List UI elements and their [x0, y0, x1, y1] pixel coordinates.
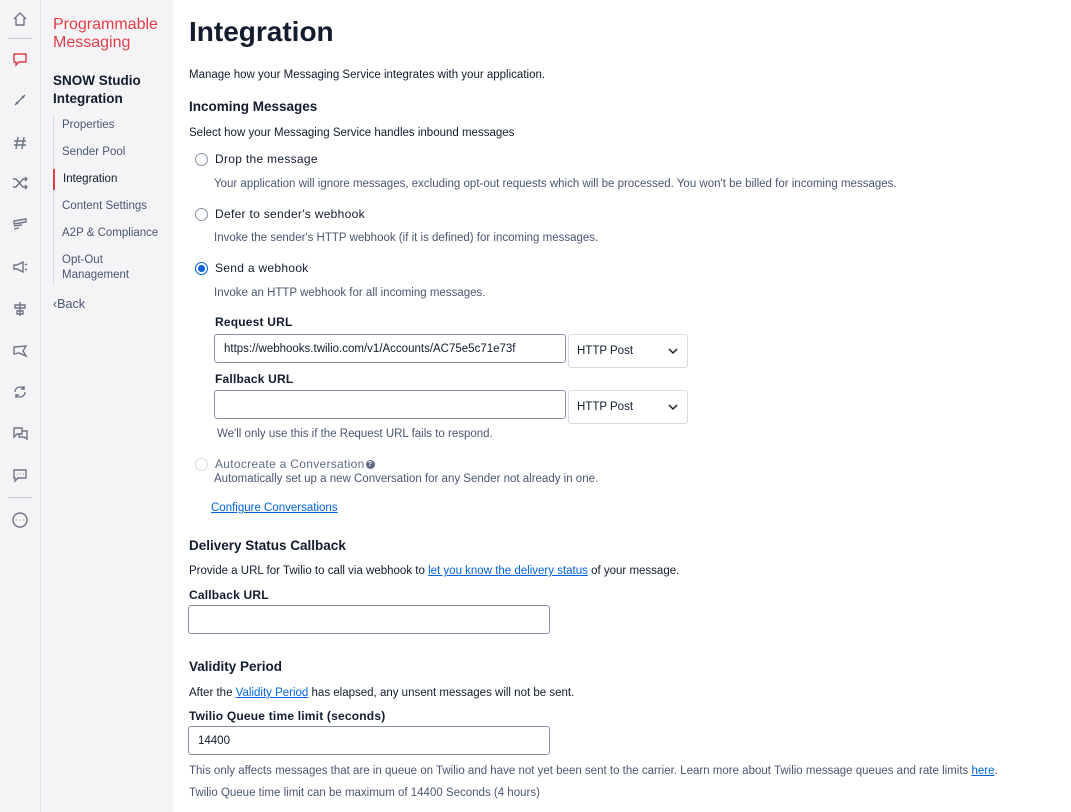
radio-button[interactable] — [195, 153, 208, 166]
nav-item-integration[interactable]: Integration — [53, 169, 171, 190]
queue-max-help: Twilio Queue time limit can be maximum of 14400 Seconds (4 hours) — [189, 787, 540, 799]
queue-limit-input[interactable]: 14400 — [188, 726, 550, 755]
radio-button-disabled[interactable] — [195, 458, 208, 471]
chat-icon[interactable] — [9, 464, 31, 486]
callback-url-input[interactable] — [188, 605, 550, 634]
radio-defer-to-sender[interactable]: Defer to sender's webhook — [195, 207, 365, 221]
queue-learn-more-link[interactable]: here — [971, 765, 995, 777]
fallback-help: We'll only use this if the Request URL fails to respond. — [217, 428, 493, 440]
back-link[interactable]: ‹Back — [53, 297, 85, 311]
product-rail — [0, 0, 41, 812]
nav-item-a2p-compliance[interactable]: A2P & Compliance — [62, 227, 159, 239]
rail-divider — [8, 497, 32, 498]
radio-button[interactable] — [195, 208, 208, 221]
messaging-icon[interactable] — [9, 48, 31, 70]
phone-icon[interactable] — [9, 89, 31, 111]
radio-button-selected[interactable] — [195, 262, 208, 275]
fallback-method-select[interactable]: HTTP Post — [568, 390, 688, 424]
help-icon[interactable]: ? — [366, 460, 375, 469]
delivery-status-heading: Delivery Status Callback — [189, 538, 346, 553]
radio-autocreate-conversation[interactable]: Autocreate a Conversation ? — [195, 457, 375, 471]
more-icon[interactable] — [9, 509, 31, 531]
queue-limit-label: Twilio Queue time limit (seconds) — [189, 709, 386, 723]
configure-conversations-link[interactable]: Configure Conversations — [211, 502, 338, 514]
rail-divider — [8, 38, 32, 39]
validity-period-heading: Validity Period — [189, 659, 283, 674]
chevron-down-icon — [667, 401, 679, 413]
hash-icon[interactable] — [9, 132, 31, 154]
main-content — [189, 0, 1059, 812]
radio-send-webhook[interactable]: Send a webhook — [195, 261, 309, 275]
flex-icon[interactable] — [9, 214, 31, 236]
verify-icon[interactable] — [9, 340, 31, 362]
campaign-icon[interactable] — [9, 256, 31, 278]
nav-item-properties[interactable]: Properties — [62, 119, 115, 131]
autocreate-help: Automatically set up a new Conversation for any Sender not already in one. — [214, 473, 599, 485]
drop-message-help: Your application will ignore messages, excluding opt-out requests which will be processed. You won't be billed for incoming messages. — [214, 178, 897, 190]
callback-url-label: Callback URL — [189, 588, 269, 602]
page-intro: Manage how your Messaging Service integrates with your application. — [189, 69, 546, 81]
nav-item-opt-out-management[interactable]: Opt-Out Management — [62, 254, 130, 281]
nav-item-sender-pool[interactable]: Sender Pool — [62, 146, 126, 158]
shuffle-icon[interactable] — [9, 172, 31, 194]
validity-description: After the Validity Period has elapsed, any unsent messages will not be sent. — [189, 687, 575, 699]
studio-icon[interactable] — [9, 298, 31, 320]
validity-period-link[interactable]: Validity Period — [235, 687, 309, 699]
chevron-down-icon — [667, 345, 679, 357]
secondary-nav — [41, 0, 173, 812]
fallback-url-input[interactable] — [214, 390, 566, 419]
radio-drop-message[interactable]: Drop the message — [195, 152, 318, 166]
incoming-prompt: Select how your Messaging Service handles inbound messages — [189, 127, 515, 139]
product-title[interactable]: Programmable Messaging — [53, 16, 158, 51]
sync-icon[interactable] — [9, 381, 31, 403]
request-method-select[interactable]: HTTP Post — [568, 334, 688, 368]
request-url-input[interactable]: https://webhooks.twilio.com/v1/Accounts/AC75e5c71e73f — [214, 334, 566, 363]
request-url-label: Request URL — [215, 315, 293, 329]
proxy-icon[interactable] — [9, 422, 31, 444]
fallback-url-label: Fallback URL — [215, 372, 294, 386]
send-webhook-help: Invoke an HTTP webhook for all incoming messages. — [214, 287, 486, 299]
queue-help: This only affects messages that are in queue on Twilio and have not yet been sent to the carrier. Learn more about Twilio message queues and rate limits here. — [189, 765, 998, 777]
defer-help: Invoke the sender's HTTP webhook (if it is defined) for incoming messages. — [214, 232, 599, 244]
delivery-status-link[interactable]: let you know the delivery status — [428, 565, 588, 577]
home-icon[interactable] — [9, 8, 31, 30]
nav-item-content-settings[interactable]: Content Settings — [62, 200, 148, 212]
delivery-description: Provide a URL for Twilio to call via webhook to let you know the delivery status of your message. — [189, 565, 680, 577]
incoming-messages-heading: Incoming Messages — [189, 99, 318, 114]
service-nav-list — [53, 115, 171, 286]
service-name: SNOW Studio Integration — [53, 73, 141, 106]
chevron-left-icon: ‹ — [53, 297, 58, 311]
page-title: Integration — [189, 16, 334, 47]
